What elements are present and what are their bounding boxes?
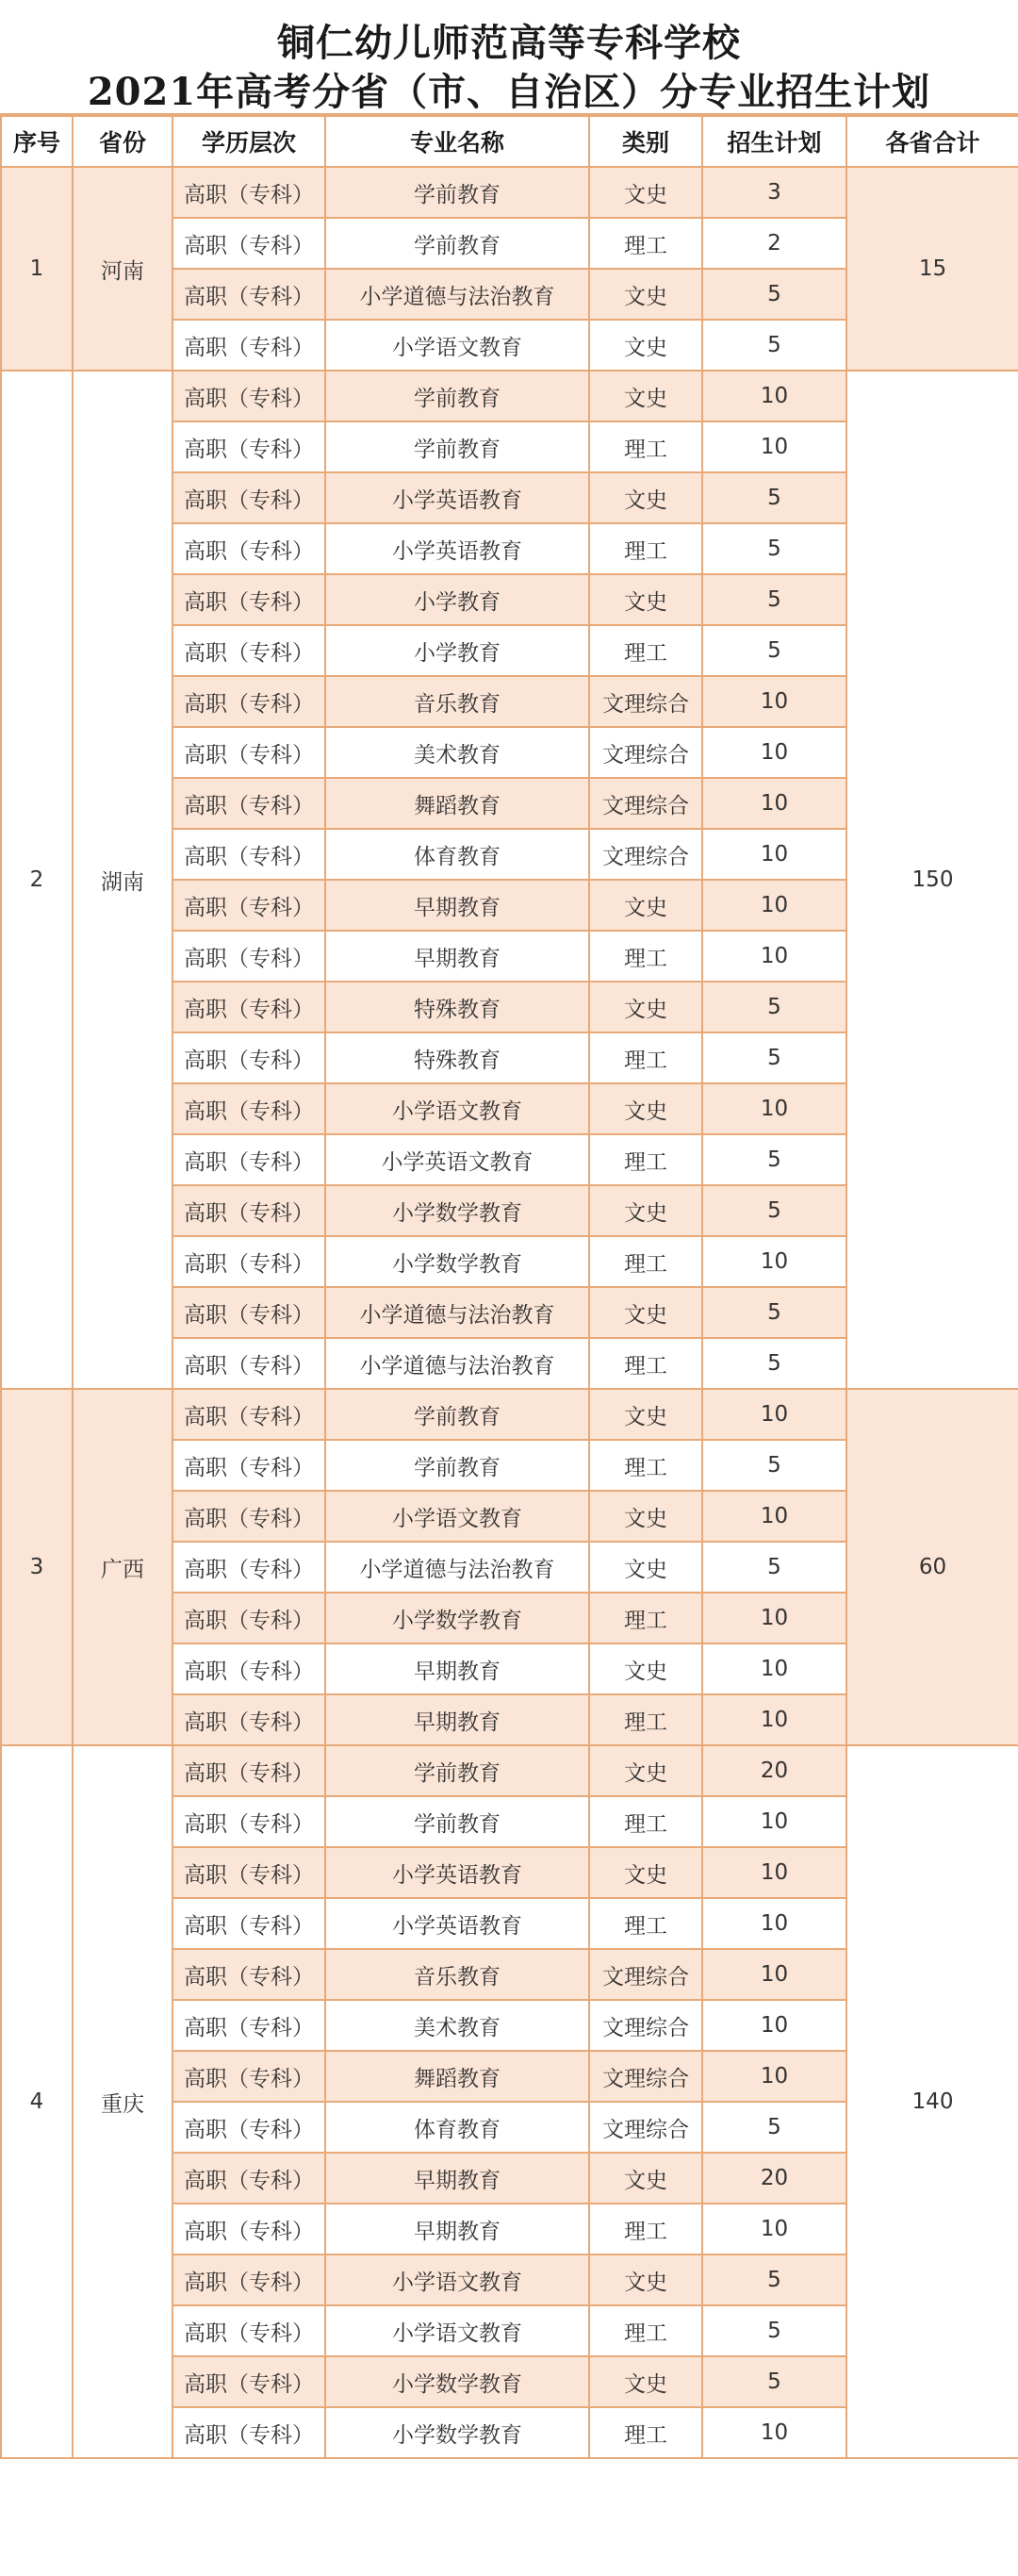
cell-plan: 5 — [702, 523, 846, 574]
cell-plan: 10 — [702, 1389, 846, 1440]
cell-major: 小学道德与法治教育 — [325, 1287, 589, 1338]
cell-plan: 10 — [702, 1593, 846, 1643]
cell-plan: 5 — [702, 1542, 846, 1593]
cell-level: 高职（专科） — [172, 1032, 325, 1083]
cell-major: 早期教育 — [325, 1643, 589, 1694]
cell-level: 高职（专科） — [172, 1593, 325, 1643]
cell-plan: 10 — [702, 727, 846, 778]
cell-category: 文史 — [589, 2254, 702, 2305]
header-cell-level: 学历层次 — [172, 116, 325, 167]
cell-no: 3 — [1, 1389, 73, 1745]
cell-major: 小学语文教育 — [325, 1083, 589, 1134]
cell-province-total: 140 — [846, 1745, 1018, 2458]
cell-major: 小学英语文教育 — [325, 1134, 589, 1185]
table-row — [1, 1389, 1018, 1440]
cell-category: 文史 — [589, 574, 702, 625]
cell-plan: 10 — [702, 2051, 846, 2102]
cell-major: 学前教育 — [325, 1796, 589, 1847]
cell-level: 高职（专科） — [172, 2153, 325, 2204]
cell-plan: 5 — [702, 1338, 846, 1389]
cell-level: 高职（专科） — [172, 880, 325, 931]
cell-major: 学前教育 — [325, 167, 589, 218]
cell-major: 美术教育 — [325, 2000, 589, 2051]
cell-category: 文史 — [589, 1643, 702, 1694]
cell-plan: 10 — [702, 931, 846, 982]
table-header — [1, 116, 1018, 167]
cell-major: 小学道德与法治教育 — [325, 269, 589, 320]
header-cell-major: 专业名称 — [325, 116, 589, 167]
cell-level: 高职（专科） — [172, 1491, 325, 1542]
cell-plan: 5 — [702, 1440, 846, 1491]
cell-category: 文史 — [589, 880, 702, 931]
cell-province: 重庆 — [73, 1745, 172, 2458]
cell-major: 体育教育 — [325, 2102, 589, 2153]
header-cell-category: 类别 — [589, 116, 702, 167]
cell-category: 文史 — [589, 371, 702, 421]
header-cell-province: 省份 — [73, 116, 172, 167]
cell-level: 高职（专科） — [172, 1898, 325, 1949]
cell-plan: 10 — [702, 1847, 846, 1898]
cell-major: 美术教育 — [325, 727, 589, 778]
cell-major: 学前教育 — [325, 218, 589, 269]
cell-level: 高职（专科） — [172, 421, 325, 472]
cell-level: 高职（专科） — [172, 1694, 325, 1745]
cell-level: 高职（专科） — [172, 2254, 325, 2305]
cell-category: 理工 — [589, 1236, 702, 1287]
cell-major: 小学英语教育 — [325, 523, 589, 574]
plan-title: 2021年高考分省（市、自治区）分专业招生计划 — [87, 70, 931, 114]
cell-level: 高职（专科） — [172, 1083, 325, 1134]
province-group — [1, 371, 1018, 1389]
cell-category: 理工 — [589, 1338, 702, 1389]
cell-category: 文史 — [589, 2356, 702, 2407]
cell-major: 小学道德与法治教育 — [325, 1338, 589, 1389]
cell-major: 小学道德与法治教育 — [325, 1542, 589, 1593]
cell-category: 文史 — [589, 1847, 702, 1898]
cell-level: 高职（专科） — [172, 269, 325, 320]
cell-category: 理工 — [589, 1898, 702, 1949]
cell-major: 音乐教育 — [325, 1949, 589, 2000]
cell-major: 学前教育 — [325, 371, 589, 421]
cell-major: 小学语文教育 — [325, 320, 589, 371]
cell-category: 理工 — [589, 1440, 702, 1491]
cell-plan: 5 — [702, 320, 846, 371]
cell-category: 文理综合 — [589, 829, 702, 880]
cell-level: 高职（专科） — [172, 523, 325, 574]
province-group — [1, 1745, 1018, 2458]
enrollment-plan-table — [0, 115, 1018, 2459]
cell-category: 理工 — [589, 218, 702, 269]
cell-major: 小学英语教育 — [325, 1898, 589, 1949]
cell-major: 特殊教育 — [325, 1032, 589, 1083]
cell-plan: 10 — [702, 1643, 846, 1694]
cell-level: 高职（专科） — [172, 1440, 325, 1491]
cell-level: 高职（专科） — [172, 1185, 325, 1236]
cell-category: 理工 — [589, 523, 702, 574]
cell-category: 文史 — [589, 1542, 702, 1593]
cell-plan: 5 — [702, 2102, 846, 2153]
cell-level: 高职（专科） — [172, 1745, 325, 1796]
cell-plan: 5 — [702, 625, 846, 676]
table-row — [1, 371, 1018, 421]
cell-province-total: 150 — [846, 371, 1018, 1389]
cell-major: 体育教育 — [325, 829, 589, 880]
cell-level: 高职（专科） — [172, 320, 325, 371]
cell-major: 早期教育 — [325, 1694, 589, 1745]
cell-level: 高职（专科） — [172, 1236, 325, 1287]
cell-no: 4 — [1, 1745, 73, 2458]
cell-major: 音乐教育 — [325, 676, 589, 727]
cell-level: 高职（专科） — [172, 2305, 325, 2356]
cell-plan: 20 — [702, 1745, 846, 1796]
cell-major: 舞蹈教育 — [325, 2051, 589, 2102]
cell-level: 高职（专科） — [172, 218, 325, 269]
cell-category: 文史 — [589, 2153, 702, 2204]
cell-major: 特殊教育 — [325, 982, 589, 1032]
cell-category: 理工 — [589, 2305, 702, 2356]
cell-major: 小学英语教育 — [325, 1847, 589, 1898]
cell-plan: 5 — [702, 2254, 846, 2305]
cell-category: 文理综合 — [589, 1949, 702, 2000]
cell-category: 文史 — [589, 1491, 702, 1542]
school-title: 铜仁幼儿师范高等专科学校 — [277, 21, 741, 65]
cell-level: 高职（专科） — [172, 2407, 325, 2458]
cell-plan: 10 — [702, 1236, 846, 1287]
cell-level: 高职（专科） — [172, 1287, 325, 1338]
cell-plan: 10 — [702, 2000, 846, 2051]
cell-major: 学前教育 — [325, 1745, 589, 1796]
cell-plan: 5 — [702, 574, 846, 625]
cell-level: 高职（专科） — [172, 2000, 325, 2051]
cell-plan: 2 — [702, 218, 846, 269]
cell-no: 1 — [1, 167, 73, 371]
cell-level: 高职（专科） — [172, 727, 325, 778]
cell-category: 文理综合 — [589, 676, 702, 727]
cell-no: 2 — [1, 371, 73, 1389]
cell-level: 高职（专科） — [172, 778, 325, 829]
document-header — [0, 0, 1018, 115]
cell-level: 高职（专科） — [172, 2204, 325, 2254]
cell-category: 文理综合 — [589, 2102, 702, 2153]
cell-category: 理工 — [589, 1032, 702, 1083]
cell-level: 高职（专科） — [172, 1542, 325, 1593]
cell-major: 小学数学教育 — [325, 1185, 589, 1236]
cell-major: 小学英语教育 — [325, 472, 589, 523]
cell-major: 小学教育 — [325, 574, 589, 625]
cell-major: 小学语文教育 — [325, 2305, 589, 2356]
cell-level: 高职（专科） — [172, 1643, 325, 1694]
cell-major: 小学数学教育 — [325, 1593, 589, 1643]
cell-plan: 10 — [702, 1694, 846, 1745]
cell-level: 高职（专科） — [172, 1949, 325, 2000]
province-group — [1, 1389, 1018, 1745]
cell-level: 高职（专科） — [172, 2051, 325, 2102]
cell-plan: 10 — [702, 1491, 846, 1542]
cell-level: 高职（专科） — [172, 982, 325, 1032]
cell-major: 早期教育 — [325, 2204, 589, 2254]
cell-major: 小学数学教育 — [325, 2356, 589, 2407]
cell-major: 小学语文教育 — [325, 1491, 589, 1542]
cell-plan: 10 — [702, 880, 846, 931]
cell-plan: 10 — [702, 1949, 846, 2000]
cell-plan: 10 — [702, 778, 846, 829]
cell-plan: 5 — [702, 269, 846, 320]
cell-major: 学前教育 — [325, 1440, 589, 1491]
cell-major: 早期教育 — [325, 931, 589, 982]
header-cell-plan: 招生计划 — [702, 116, 846, 167]
cell-level: 高职（专科） — [172, 1847, 325, 1898]
cell-plan: 10 — [702, 1083, 846, 1134]
cell-level: 高职（专科） — [172, 931, 325, 982]
cell-category: 文史 — [589, 1745, 702, 1796]
cell-major: 小学数学教育 — [325, 2407, 589, 2458]
cell-plan: 10 — [702, 371, 846, 421]
cell-category: 文理综合 — [589, 727, 702, 778]
cell-level: 高职（专科） — [172, 1134, 325, 1185]
cell-level: 高职（专科） — [172, 2102, 325, 2153]
cell-province: 广西 — [73, 1389, 172, 1745]
cell-province: 河南 — [73, 167, 172, 371]
cell-plan: 5 — [702, 1032, 846, 1083]
cell-category: 文理综合 — [589, 2051, 702, 2102]
cell-category: 理工 — [589, 625, 702, 676]
cell-category: 文史 — [589, 167, 702, 218]
cell-category: 理工 — [589, 421, 702, 472]
cell-major: 舞蹈教育 — [325, 778, 589, 829]
cell-major: 小学教育 — [325, 625, 589, 676]
header-cell-no: 序号 — [1, 116, 73, 167]
cell-plan: 5 — [702, 2305, 846, 2356]
cell-category: 理工 — [589, 1694, 702, 1745]
cell-level: 高职（专科） — [172, 1796, 325, 1847]
cell-category: 理工 — [589, 1796, 702, 1847]
cell-category: 理工 — [589, 1134, 702, 1185]
cell-plan: 5 — [702, 1185, 846, 1236]
cell-category: 文史 — [589, 982, 702, 1032]
cell-major: 早期教育 — [325, 880, 589, 931]
cell-level: 高职（专科） — [172, 472, 325, 523]
cell-level: 高职（专科） — [172, 2356, 325, 2407]
cell-province-total: 60 — [846, 1389, 1018, 1745]
cell-plan: 5 — [702, 472, 846, 523]
cell-plan: 10 — [702, 421, 846, 472]
cell-level: 高职（专科） — [172, 371, 325, 421]
cell-level: 高职（专科） — [172, 1338, 325, 1389]
header-cell-total: 各省合计 — [846, 116, 1018, 167]
cell-plan: 20 — [702, 2153, 846, 2204]
cell-plan: 10 — [702, 676, 846, 727]
cell-plan: 5 — [702, 1134, 846, 1185]
cell-plan: 10 — [702, 1796, 846, 1847]
cell-category: 理工 — [589, 931, 702, 982]
cell-category: 文理综合 — [589, 778, 702, 829]
cell-category: 理工 — [589, 2407, 702, 2458]
cell-category: 理工 — [589, 1593, 702, 1643]
cell-plan: 5 — [702, 982, 846, 1032]
cell-category: 文理综合 — [589, 2000, 702, 2051]
cell-level: 高职（专科） — [172, 574, 325, 625]
cell-major: 小学语文教育 — [325, 2254, 589, 2305]
cell-category: 理工 — [589, 2204, 702, 2254]
cell-plan: 10 — [702, 2407, 846, 2458]
table-row — [1, 167, 1018, 218]
cell-plan: 10 — [702, 2204, 846, 2254]
cell-plan: 5 — [702, 1287, 846, 1338]
cell-category: 文史 — [589, 269, 702, 320]
cell-province: 湖南 — [73, 371, 172, 1389]
table-row — [1, 1745, 1018, 1796]
cell-major: 学前教育 — [325, 421, 589, 472]
cell-level: 高职（专科） — [172, 676, 325, 727]
cell-level: 高职（专科） — [172, 167, 325, 218]
province-group — [1, 167, 1018, 371]
cell-level: 高职（专科） — [172, 625, 325, 676]
cell-category: 文史 — [589, 1287, 702, 1338]
cell-province-total: 15 — [846, 167, 1018, 371]
cell-plan: 3 — [702, 167, 846, 218]
cell-category: 文史 — [589, 472, 702, 523]
cell-plan: 5 — [702, 2356, 846, 2407]
cell-major: 早期教育 — [325, 2153, 589, 2204]
cell-category: 文史 — [589, 1083, 702, 1134]
cell-category: 文史 — [589, 1389, 702, 1440]
cell-level: 高职（专科） — [172, 829, 325, 880]
cell-major: 学前教育 — [325, 1389, 589, 1440]
cell-level: 高职（专科） — [172, 1389, 325, 1440]
cell-major: 小学数学教育 — [325, 1236, 589, 1287]
cell-category: 文史 — [589, 320, 702, 371]
cell-plan: 10 — [702, 1898, 846, 1949]
cell-plan: 10 — [702, 829, 846, 880]
cell-category: 文史 — [589, 1185, 702, 1236]
header-row — [1, 116, 1018, 167]
